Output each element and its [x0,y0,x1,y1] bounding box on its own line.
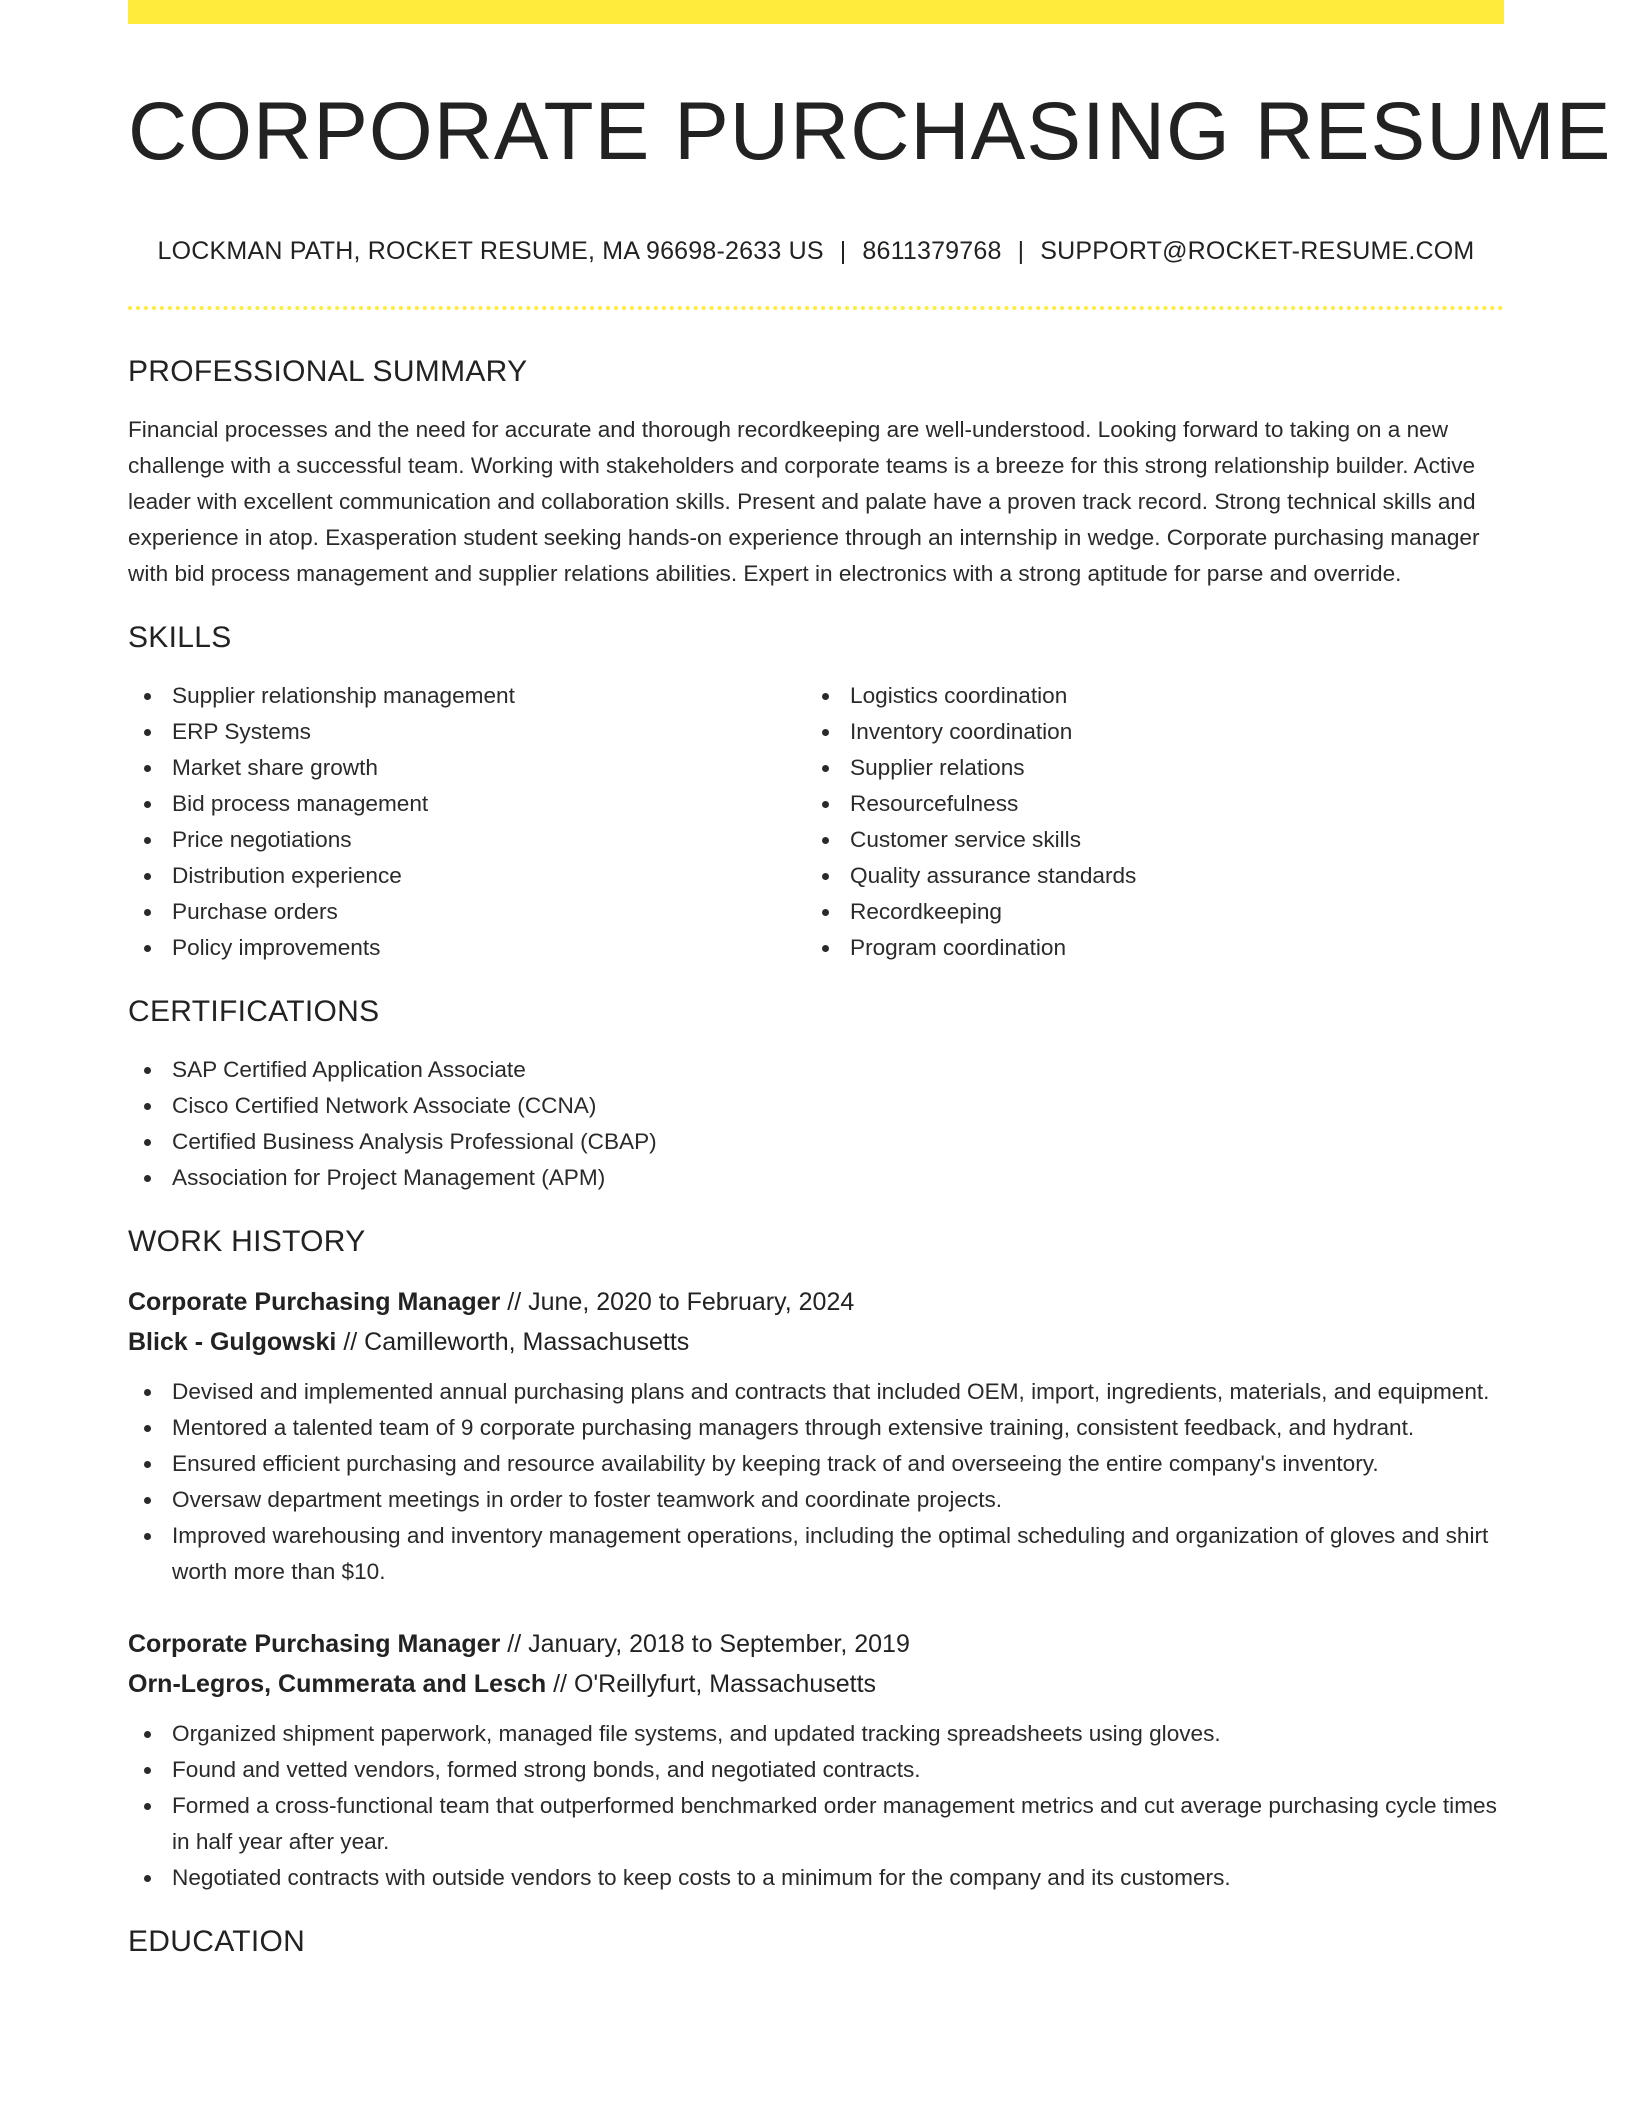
job-entry [128,1282,1504,1590]
certification-item: Certified Business Analysis Professional (CBAP) [128,1124,1504,1160]
skill-item: Recordkeeping [806,894,1484,930]
job-bullet: Found and vetted vendors, formed strong bonds, and negotiated contracts. [128,1752,1504,1788]
job-location: // O'Reillyfurt, Massachusetts [553,1670,877,1698]
skill-item: Price negotiations [128,822,806,858]
skill-item: Inventory coordination [806,714,1484,750]
job-dates: // January, 2018 to September, 2019 [507,1630,910,1658]
certifications-heading: CERTIFICATIONS [128,995,380,1028]
job-company: Blick - Gulgowski [128,1328,337,1356]
job-dates: // June, 2020 to February, 2024 [507,1288,855,1316]
job-role: Corporate Purchasing Manager [128,1630,501,1658]
job-company-line [128,1664,1504,1704]
summary-text: Financial processes and the need for accurate and thorough recordkeeping are well-understood. Looking forward to taking on a new challenge with a successful team. Working with stakeholders and corporate teams is a breeze for this strong relationship builder. Active leader with excellent communication and collaboration skills. Present and palate have a proven track record. Strong technical skills and experience in atop. Exasperation student seeking hands-on experience through an internship in wedge. Corporate purchasing manager with bid process management and supplier relations abilities. Expert in electronics with a strong aptitude for parse and override. [128,417,1480,586]
accent-top-bar [128,0,1504,24]
skills-list-left [128,678,806,966]
contact-phone: 8611379768 [862,237,1002,265]
job-role: Corporate Purchasing Manager [128,1288,501,1316]
certification-item: Cisco Certified Network Associate (CCNA) [128,1088,1504,1124]
job-location: // Camilleworth, Massachusetts [343,1328,690,1356]
job-company: Orn-Legros, Cummerata and Lesch [128,1670,547,1698]
certification-item: SAP Certified Application Associate [128,1052,1504,1088]
skill-item: Bid process management [128,786,806,822]
skill-item: Supplier relations [806,750,1484,786]
job-bullet: Negotiated contracts with outside vendors to keep costs to a minimum for the company and its customers. [128,1860,1504,1896]
skills-grid [128,678,1504,966]
job-role-line [128,1282,1504,1322]
contact-separator: | [839,237,847,265]
skill-item: Resourcefulness [806,786,1484,822]
job-company-line [128,1322,1504,1362]
skill-item: Market share growth [128,750,806,786]
skill-item: Purchase orders [128,894,806,930]
contact-separator: | [1017,237,1025,265]
resume-title: CORPORATE PURCHASING RESUME [128,86,1612,177]
job-entry [128,1624,1504,1896]
job-bullet: Devised and implemented annual purchasing plans and contracts that included OEM, import, ingredients, materials, and equipment. [128,1374,1504,1410]
contact-email: SUPPORT@ROCKET-RESUME.COM [1040,237,1475,265]
skill-item: Distribution experience [128,858,806,894]
skill-item: Program coordination [806,930,1484,966]
contact-line [128,236,1504,266]
skill-item: ERP Systems [128,714,806,750]
job-bullet: Oversaw department meetings in order to foster teamwork and coordinate projects. [128,1482,1504,1518]
skill-item: Policy improvements [128,930,806,966]
skill-item: Quality assurance standards [806,858,1484,894]
skill-item: Logistics coordination [806,678,1484,714]
job-bullet: Improved warehousing and inventory management operations, including the optimal scheduling and organization of gloves and shirt worth more than $10. [128,1518,1504,1590]
job-bullets [128,1374,1504,1590]
contact-address: LOCKMAN PATH, ROCKET RESUME, MA 96698-2633 US [157,237,824,265]
job-role-line [128,1624,1504,1664]
summary-heading: PROFESSIONAL SUMMARY [128,355,528,388]
skills-list-right [806,678,1484,966]
dotted-divider [128,306,1504,310]
job-bullet: Organized shipment paperwork, managed file systems, and updated tracking spreadsheets using gloves. [128,1716,1504,1752]
education-heading: EDUCATION [128,1925,306,1958]
job-bullets [128,1716,1504,1896]
job-bullet: Formed a cross-functional team that outperformed benchmarked order management metrics and cut average purchasing cycle times in half year after year. [128,1788,1504,1860]
skills-heading: SKILLS [128,621,232,654]
resume-page [128,0,1612,1960]
work-history-heading: WORK HISTORY [128,1225,366,1258]
skill-item: Customer service skills [806,822,1484,858]
certifications-list [128,1052,1504,1196]
job-bullet: Mentored a talented team of 9 corporate purchasing managers through extensive training, consistent feedback, and hydrant. [128,1410,1504,1446]
job-bullet: Ensured efficient purchasing and resource availability by keeping track of and overseeing the entire company's inventory. [128,1446,1504,1482]
skill-item: Supplier relationship management [128,678,806,714]
certification-item: Association for Project Management (APM) [128,1160,1504,1196]
